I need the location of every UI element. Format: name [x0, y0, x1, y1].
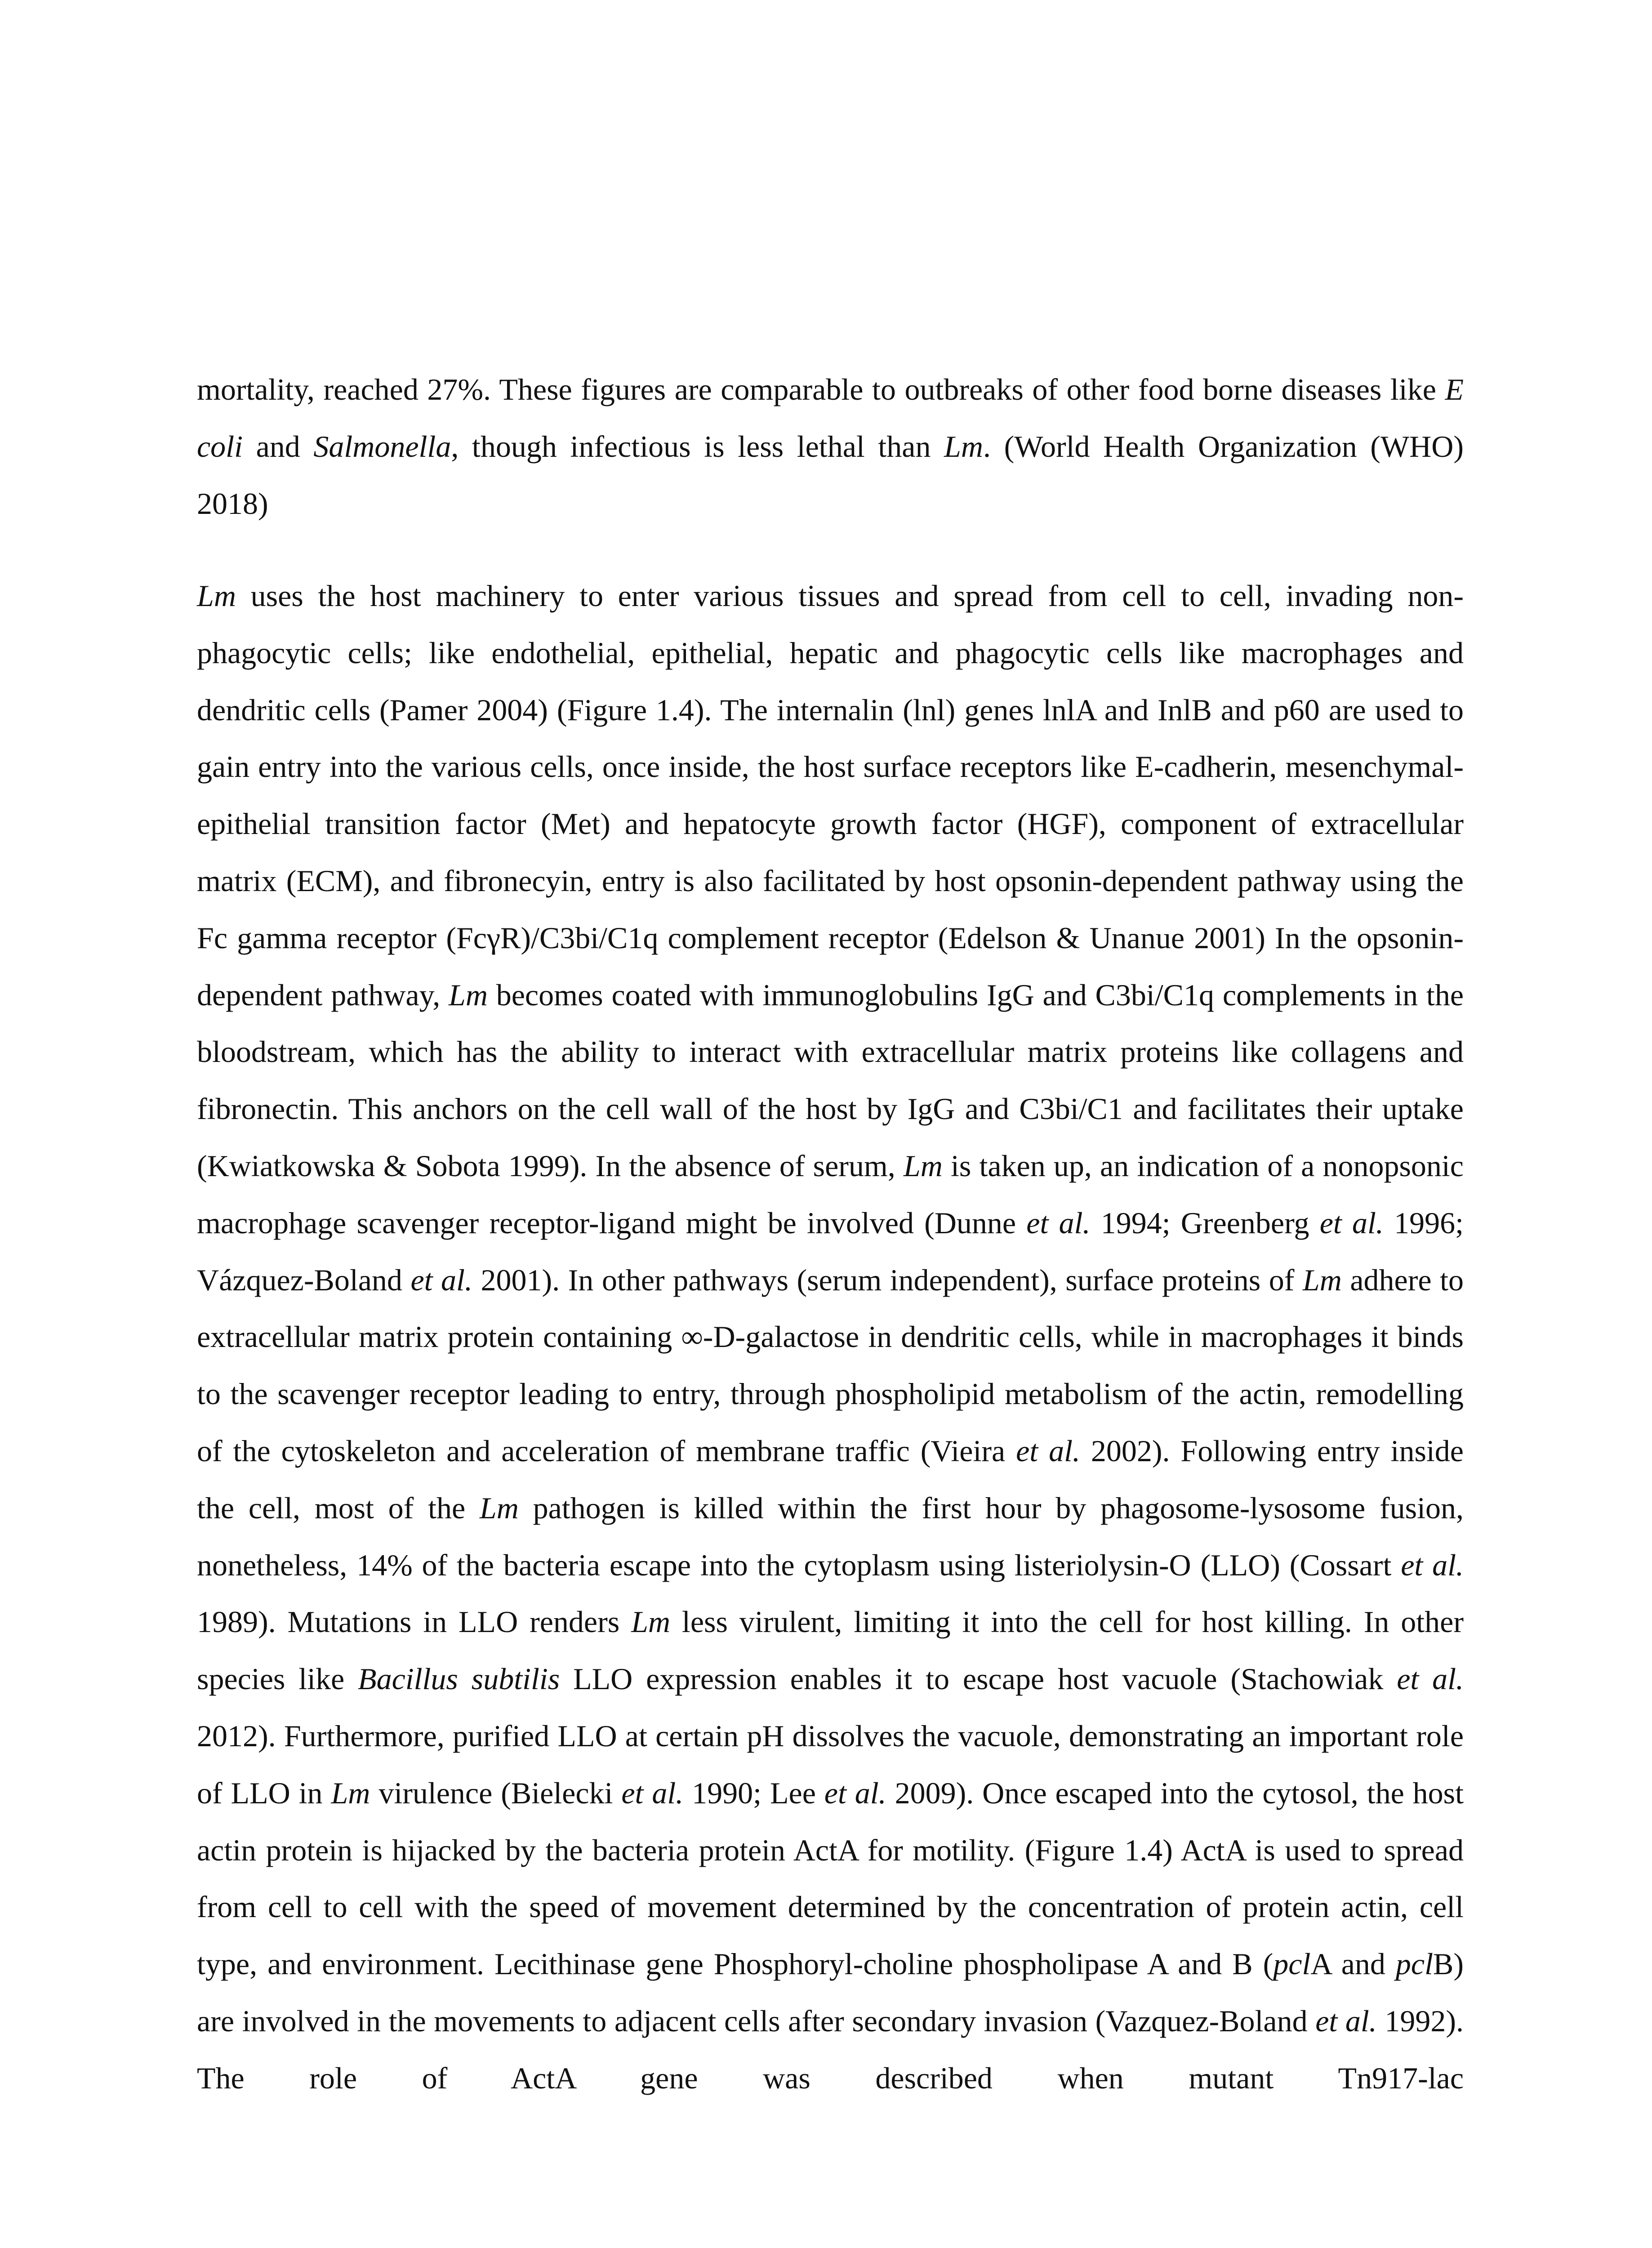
- text-segment: 1996; Vázquez-Boland: [197, 1205, 1464, 1297]
- italic-text-segment: Salmonella: [313, 429, 451, 464]
- text-segment: A and: [1310, 1947, 1396, 1981]
- text-segment: pathogen is killed within the first hour by phagosome-lysosome fusion, nonetheless, 14% of the bacteria escape into the cytoplasm using listeriolysin-O (LLO) (Cossart: [197, 1490, 1464, 1582]
- paragraph-2: [197, 567, 1464, 2107]
- italic-text-segment: pcl: [1395, 1947, 1433, 1981]
- text-segment: 1994; Greenberg: [1090, 1205, 1320, 1240]
- text-segment: and: [242, 429, 314, 464]
- text-segment: 2001). In other pathways (serum independent), surface proteins of: [472, 1262, 1303, 1297]
- text-segment: 1990; Lee: [683, 1775, 824, 1810]
- text-segment: is taken up, an indication of a nonopsonic macrophage scavenger receptor-ligand might be involved (Dunne: [197, 1148, 1464, 1240]
- text-segment: LLO expression enables it to escape host vacuole (Stachowiak: [560, 1662, 1397, 1696]
- italic-text-segment: Lm: [449, 977, 488, 1012]
- text-segment: less virulent, limiting it into the cell for host killing. In other species like: [197, 1605, 1464, 1696]
- text-segment: . (World Health Organization (WHO) 2018): [197, 429, 1464, 521]
- text-segment: mortality, reached 27%. These figures are comparable to outbreaks of other food borne diseases like: [197, 372, 1445, 406]
- italic-text-segment: et al.: [1026, 1205, 1091, 1240]
- text-segment: 1992). The role of ActA gene was described when mutant Tn917-lac: [197, 2003, 1464, 2095]
- italic-text-segment: Bacillus subtilis: [358, 1662, 560, 1696]
- italic-text-segment: et al.: [1319, 1205, 1384, 1240]
- italic-text-segment: et al.: [621, 1775, 684, 1810]
- italic-text-segment: Lm: [331, 1775, 370, 1810]
- text-segment: adhere to extracellular matrix protein containing ∞-D-galactose in dendritic cells, while in macrophages it binds to the scavenger receptor leading to entry, through phospholipid metabolism of the actin, remodelling of the cytoskeleton and acceleration of membrane traffic (Vieira: [197, 1262, 1464, 1468]
- italic-text-segment: et al.: [1397, 1662, 1464, 1696]
- text-segment: becomes coated with immunoglobulins IgG and C3bi/C1q complements in the bloodstream, which has the ability to interact with extracellular matrix proteins like collagens and fibronectin. This anchors on the cell wall of the host by IgG and C3bi/C1 and facilitates their uptake (Kwiatkowska & Sobota 1999). In the absence of serum,: [197, 977, 1464, 1183]
- italic-text-segment: et al.: [824, 1775, 886, 1810]
- text-segment: 2009). Once escaped into the cytosol, the host actin protein is hijacked by the bacteria protein ActA for motility. (Figure 1.4) ActA is used to spread from cell to cell with the speed of movement determined by the concentration of protein actin, cell type, and environment. Lecithinase gene Phosphoryl-choline phospholipase A and B (: [197, 1775, 1464, 1981]
- italic-text-segment: et al.: [410, 1262, 472, 1297]
- italic-text-segment: Lm: [197, 579, 236, 613]
- text-segment: 1989). Mutations in LLO renders: [197, 1605, 632, 1639]
- italic-text-segment: Lm: [479, 1490, 519, 1525]
- italic-text-segment: Lm: [1302, 1262, 1342, 1297]
- italic-text-segment: et al.: [1315, 2003, 1377, 2038]
- italic-text-segment: Lm: [631, 1605, 671, 1639]
- paragraph-1: [197, 361, 1464, 532]
- text-segment: , though infectious is less lethal than: [451, 429, 944, 464]
- italic-text-segment: et al.: [1401, 1548, 1464, 1582]
- text-segment: B) are involved in the movements to adjacent cells after secondary invasion (Vazquez-Boland: [197, 1947, 1464, 2038]
- text-segment: 2012). Furthermore, purified LLO at certain pH dissolves the vacuole, demonstrating an important role of LLO in: [197, 1718, 1464, 1810]
- text-segment: uses the host machinery to enter various tissues and spread from cell to cell, invading non-phagocytic cells; like endothelial, epithelial, hepatic and phagocytic cells like macrophages and dendritic cells (Pamer 2004) (Figure 1.4). The internalin (lnl) genes lnlA and InlB and p60 are used to gain entry into the various cells, once inside, the host surface receptors like E-cadherin, mesenchymal-epithelial transition factor (Met) and hepatocyte growth factor (HGF), component of extracellular matrix (ECM), and fibronecyin, entry is also facilitated by host opsonin-dependent pathway using the Fc gamma receptor (FcγR)/C3bi/C1q complement receptor (Edelson & Unanue 2001) In the opsonin-dependent pathway,: [197, 579, 1464, 1012]
- italic-text-segment: E coli: [197, 372, 1464, 464]
- italic-text-segment: Lm: [903, 1148, 943, 1183]
- text-segment: virulence (Bielecki: [370, 1775, 622, 1810]
- italic-text-segment: pcl: [1273, 1947, 1311, 1981]
- italic-text-segment: et al.: [1016, 1433, 1080, 1468]
- italic-text-segment: Lm: [944, 429, 983, 464]
- text-segment: 2002). Following entry inside the cell, most of the: [197, 1433, 1464, 1525]
